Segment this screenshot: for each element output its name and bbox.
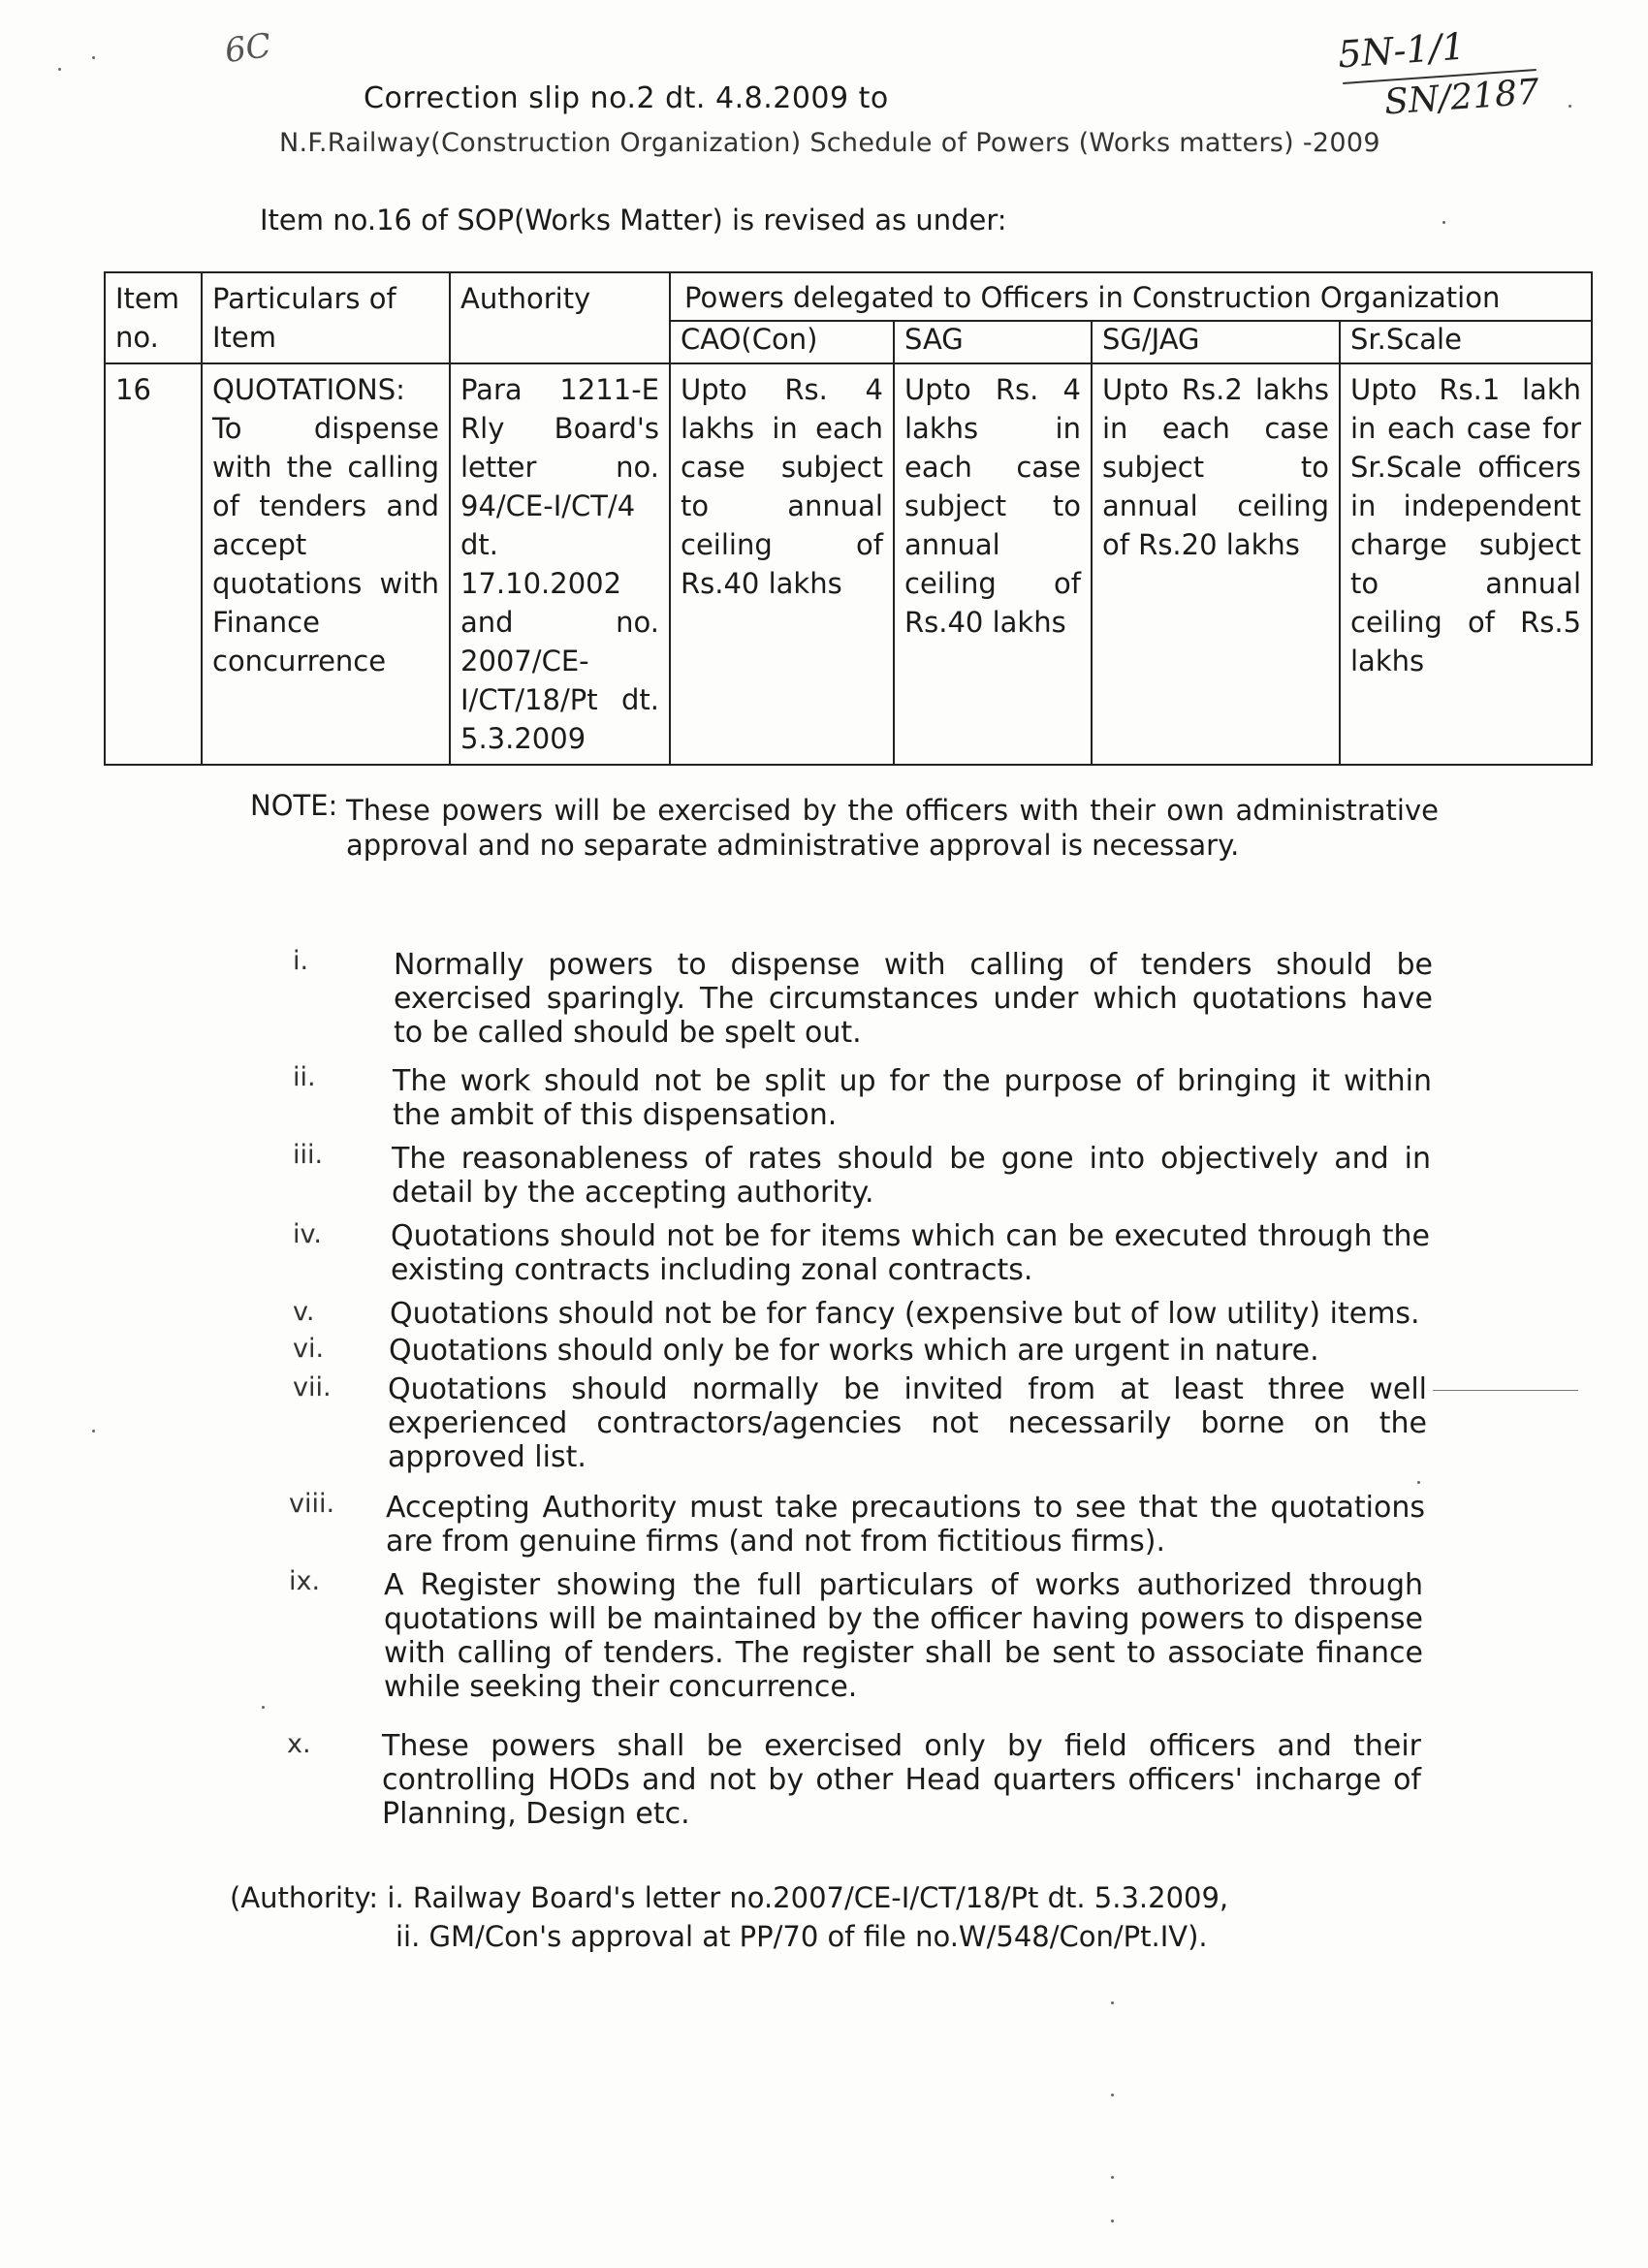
cell-item-no: 16	[105, 363, 202, 765]
point-text: Accepting Authority must take precautions to see that the quotations are from genuine firms (and not from fictitious firms).	[386, 1491, 1425, 1559]
note-label: NOTE:	[250, 789, 338, 822]
point-number: iv.	[293, 1219, 322, 1249]
cell-cao: Upto Rs. 4 lakhs in each case subject to annual ceiling of Rs.40 lakhs	[670, 363, 894, 765]
point-text: The reasonableness of rates should be gone into objectively and in detail by the accepting authority.	[392, 1142, 1431, 1210]
point-number: viii.	[289, 1489, 335, 1519]
cell-authority: Para 1211-E Rly Board's letter no. 94/CE-I/CT/4 dt. 17.10.2002 and no. 2007/CE-I/CT/18/Pt dt. 5.3.2009	[450, 363, 670, 765]
point-text: Quotations should only be for works which are urgent in nature.	[389, 1334, 1319, 1368]
header-authority: Authority	[450, 272, 670, 363]
header-srscale: Sr.Scale	[1340, 321, 1592, 363]
point-number: iii.	[293, 1140, 324, 1170]
point-number: i.	[293, 946, 309, 976]
point-text: Normally powers to dispense with calling of tenders should be exercised sparingly. The circumstances under which quotations have to be called should be spelt out.	[394, 948, 1433, 1050]
point-number: vii.	[293, 1372, 332, 1402]
point-text: These powers shall be exercised only by field officers and their controlling HODs and not by other Head quarters officers' incharge of Planning, Design etc.	[382, 1729, 1421, 1831]
cell-sgjag: Upto Rs.2 lakhs in each case subject to annual ceiling of Rs.20 lakhs	[1092, 363, 1340, 765]
handwritten-file-number: 5N-1/1	[1336, 24, 1467, 77]
handwritten-mark-top-left: 6C	[222, 25, 274, 72]
point-number: x.	[287, 1729, 311, 1759]
authority-line-2: ii. GM/Con's approval at PP/70 of file no.W/548/Con/Pt.IV).	[396, 1920, 1208, 1953]
intro-line: Item no.16 of SOP(Works Matter) is revised as under:	[260, 204, 1007, 236]
point-text: Quotations should not be for items which can be executed through the existing contracts including zonal contracts.	[391, 1219, 1430, 1287]
document-subtitle: N.F.Railway(Construction Organization) Schedule of Powers (Works matters) -2009	[279, 128, 1380, 158]
point-number: ix.	[289, 1566, 321, 1596]
header-particulars: Particulars of Item	[202, 272, 450, 363]
handwritten-file-number: SN/2187	[1382, 72, 1541, 123]
header-sgjag: SG/JAG	[1092, 321, 1340, 363]
document-title: Correction slip no.2 dt. 4.8.2009 to	[364, 81, 889, 115]
powers-table	[104, 271, 1593, 766]
point-text: Quotations should normally be invited from at least three well experienced contractors/agencies not necessarily borne on the approved list.	[388, 1372, 1427, 1474]
header-cao: CAO(Con)	[670, 321, 894, 363]
cell-particulars: QUOTATIONS: To dispense with the calling of tenders and accept quotations with Finance concurrence	[202, 363, 450, 765]
point-number: vi.	[293, 1334, 325, 1364]
header-item-no: Item no.	[105, 272, 202, 363]
note-text: These powers will be exercised by the officers with their own administrative approval and no separate administrative approval is necessary.	[346, 794, 1439, 862]
authority-line-1: (Authority: i. Railway Board's letter no.2007/CE-I/CT/18/Pt dt. 5.3.2009,	[230, 1881, 1229, 1914]
point-text: Quotations should not be for fancy (expensive but of low utility) items.	[390, 1297, 1420, 1331]
header-powers-delegated: Powers delegated to Officers in Construction Organization	[670, 272, 1592, 321]
point-text: The work should not be split up for the purpose of bringing it within the ambit of this dispensation.	[393, 1064, 1432, 1132]
cell-sag: Upto Rs. 4 lakhs in each case subject to annual ceiling of Rs.40 lakhs	[894, 363, 1092, 765]
cell-srscale: Upto Rs.1 lakh in each case for Sr.Scale officers in independent charge subject to annual ceiling of Rs.5 lakhs	[1340, 363, 1592, 765]
header-sag: SAG	[894, 321, 1092, 363]
point-number: ii.	[293, 1062, 316, 1092]
point-text: A Register showing the full particulars of works authorized through quotations will be maintained by the officer having powers to dispense with calling of tenders. The register shall be sent to associate finance while seeking their concurrence.	[384, 1568, 1423, 1704]
point-number: v.	[293, 1297, 315, 1327]
